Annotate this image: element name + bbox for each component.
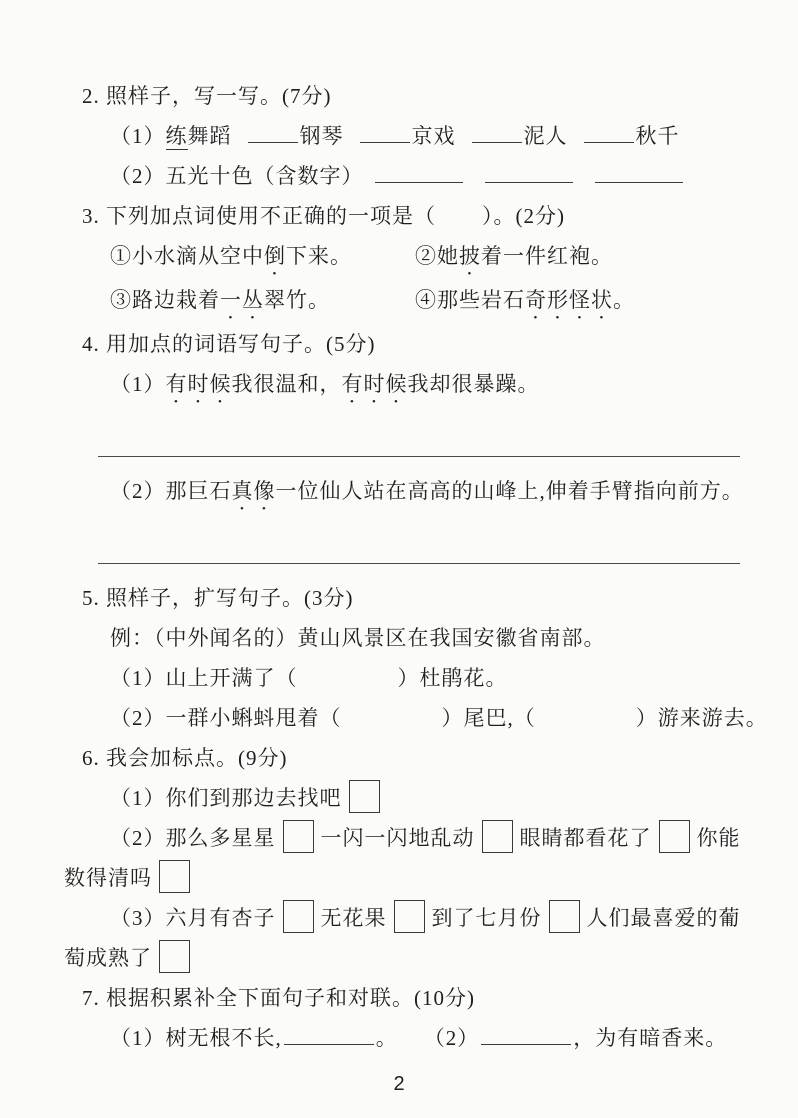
q3-option-4 xyxy=(415,280,635,324)
sentence-text: 到了七月份 xyxy=(431,906,542,930)
q3-options-row-1 xyxy=(64,236,740,280)
q5-example xyxy=(64,618,740,658)
q3-option-2 xyxy=(415,236,613,280)
item-label: （2） xyxy=(110,706,166,730)
sentence-text: 。 xyxy=(375,1026,398,1050)
sentence-text: ）尾巴,（ xyxy=(441,706,536,730)
punctuation-box xyxy=(159,860,190,893)
q4-item-2 xyxy=(64,471,744,515)
dotted-word: 有时候 xyxy=(341,372,408,396)
punctuation-box xyxy=(283,820,314,853)
q5-item-2 xyxy=(64,698,768,738)
q2-example-char: 练 xyxy=(165,124,188,148)
q3-options-row-2 xyxy=(64,280,740,324)
sentence-text: ，为有暗香来。 xyxy=(573,1026,728,1050)
example-sentence: 例：（中外闻名的）黄山风景区在我国安徽省南部。 xyxy=(110,626,606,650)
q7-heading xyxy=(64,978,740,1018)
sentence-text: 一群小蝌蚪甩着（ xyxy=(165,706,342,730)
sentence-text: 一闪一闪地乱动 xyxy=(320,826,475,850)
option-text: ①小水滴从空中 xyxy=(110,244,264,268)
item-label: （1） xyxy=(110,786,166,810)
punctuation-box xyxy=(659,820,690,853)
q7-items xyxy=(64,1018,740,1058)
dotted-word: 真像 xyxy=(231,479,276,503)
q4-item-1 xyxy=(64,364,740,408)
sentence-text: 那巨石 xyxy=(165,479,232,503)
sentence-text: 那么多星星 xyxy=(165,826,276,850)
sentence-text: 树无根不长, xyxy=(165,1026,282,1050)
sentence-text: 你们到那边去找吧 xyxy=(165,786,342,810)
q4-heading xyxy=(64,324,740,364)
q6-item-1 xyxy=(64,778,740,818)
q2-example-word: 舞蹈 xyxy=(187,124,232,148)
q6-heading xyxy=(64,738,740,778)
q6-item-3-continued xyxy=(64,938,740,978)
punctuation-box xyxy=(394,900,425,933)
sentence-text: 无花果 xyxy=(320,906,387,930)
sentence-text: 人们最喜爱的葡 xyxy=(586,906,741,930)
punctuation-box xyxy=(159,940,190,973)
answer-blank xyxy=(360,120,410,143)
item-label: （2） xyxy=(110,479,166,503)
answer-blank xyxy=(485,160,573,183)
sentence-text: ）游来游去。 xyxy=(635,706,768,730)
item-label: （1） xyxy=(110,666,166,690)
dotted-word: 倒 xyxy=(264,244,286,268)
answer-blank xyxy=(375,160,463,183)
sentence-text: 山上开满了（ xyxy=(165,666,298,690)
dotted-word: 有时候 xyxy=(165,372,232,396)
q2-item2-text: 五光十色（含数字） xyxy=(165,164,364,188)
q6-item-2 xyxy=(64,818,740,858)
q2-item-1 xyxy=(64,116,740,156)
punctuation-box xyxy=(283,900,314,933)
q3-option-1 xyxy=(110,236,415,280)
item-label: （1） xyxy=(110,1026,166,1050)
q2-heading-text: 2. 照样子，写一写。(7分) xyxy=(82,84,332,108)
sentence-text: 我很温和， xyxy=(231,372,342,396)
q4-heading-text: 4. 用加点的词语写句子。(5分) xyxy=(82,332,376,356)
q6-heading-text: 6. 我会加标点。(9分) xyxy=(82,746,288,770)
item-label: （2） xyxy=(423,1026,480,1050)
option-text: ②她 xyxy=(415,244,459,268)
q3-heading-pre: 3. 下列加点词使用不正确的一项是（ xyxy=(82,204,436,228)
q2-word-1: 钢琴 xyxy=(299,124,344,148)
sentence-text: 萄成熟了 xyxy=(64,946,152,970)
answer-write-line xyxy=(98,408,740,457)
dotted-word: 披 xyxy=(459,244,481,268)
q3-option-3 xyxy=(110,280,415,324)
punctuation-box xyxy=(349,780,380,813)
sentence-text: 我却很暴躁。 xyxy=(407,372,540,396)
option-text: 。 xyxy=(613,288,635,312)
q5-heading-text: 5. 照样子，扩写句子。(3分) xyxy=(82,586,354,610)
answer-blank xyxy=(248,120,298,143)
sentence-text: ）杜鹃花。 xyxy=(397,666,508,690)
sentence-text: 数得清吗 xyxy=(64,866,152,890)
sentence-text: 你能 xyxy=(696,826,741,850)
answer-blank xyxy=(481,1022,571,1045)
item-label: （3） xyxy=(110,906,166,930)
answer-write-line xyxy=(98,515,740,564)
page-number: 2 xyxy=(393,1073,405,1095)
q5-item-1 xyxy=(64,658,740,698)
sentence-text: 六月有杏子 xyxy=(165,906,276,930)
q7-heading-text: 7. 根据积累补全下面句子和对联。(10分) xyxy=(82,986,475,1010)
item-label: （2） xyxy=(110,164,166,188)
answer-blank xyxy=(595,160,683,183)
dotted-word: 一丛 xyxy=(220,288,264,312)
answer-blank xyxy=(472,120,522,143)
item-label: （2） xyxy=(110,826,166,850)
option-text: 下来。 xyxy=(286,244,352,268)
q3-heading-post: ）。(2分) xyxy=(482,204,565,228)
option-text: ③路边栽着 xyxy=(110,288,220,312)
q2-word-3: 泥人 xyxy=(523,124,568,148)
answer-blank xyxy=(584,120,634,143)
q6-item-2-continued xyxy=(64,858,740,898)
sentence-text: 一位仙人站在高高的山峰上,伸着手臂指向前方。 xyxy=(275,479,744,503)
q2-heading xyxy=(64,76,740,116)
q2-item-2 xyxy=(64,156,740,196)
q3-heading xyxy=(64,196,740,236)
item-label: （1） xyxy=(110,124,166,148)
option-text: 翠竹。 xyxy=(264,288,330,312)
punctuation-box xyxy=(549,900,580,933)
q6-item-3 xyxy=(64,898,740,938)
sentence-text: 眼睛都看花了 xyxy=(519,826,652,850)
option-text: ④那些岩石 xyxy=(415,288,525,312)
punctuation-box xyxy=(482,820,513,853)
dotted-word: 奇形怪状 xyxy=(525,288,613,312)
option-text: 着一件红袍。 xyxy=(481,244,613,268)
q2-word-2: 京戏 xyxy=(411,124,456,148)
item-label: （1） xyxy=(110,372,166,396)
q5-heading xyxy=(64,578,740,618)
q2-word-4: 秋千 xyxy=(635,124,680,148)
answer-blank xyxy=(284,1022,374,1045)
